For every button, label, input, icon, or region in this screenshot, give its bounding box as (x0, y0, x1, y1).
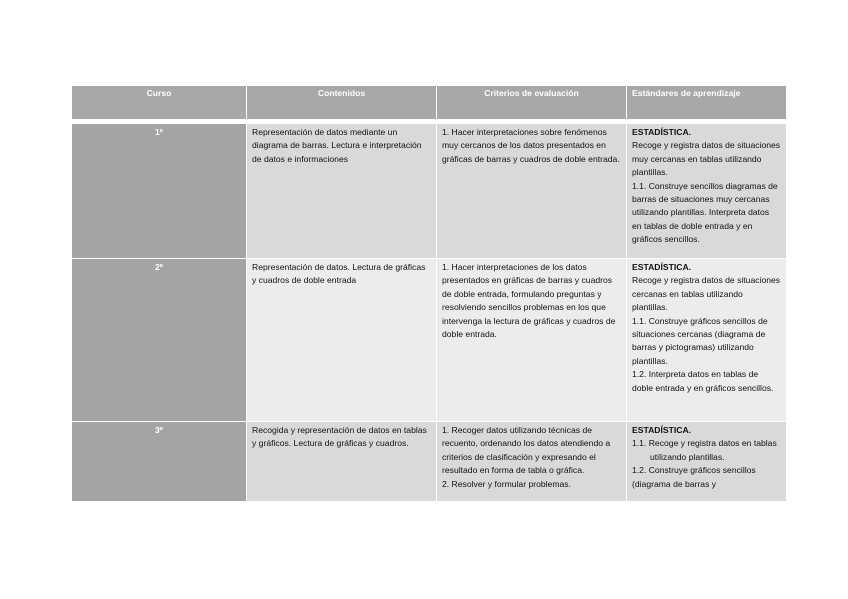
estandar-item: Recoge y registra datos de situaciones muy cercanas en tablas utilizando plantillas. (632, 140, 781, 178)
contenidos-cell: Representación de datos. Lectura de gráficas y cuadros de doble entrada (247, 259, 437, 422)
estandar-item: 1.2. Interpreta datos en tablas de doble entrada y en gráficos sencillos. (632, 369, 774, 393)
estandar-item: 1.1. Construye gráficos sencillos de situaciones cercanas (diagrama de barras y pictogramas) utilizando plantillas. (632, 315, 768, 366)
course-cell: 1º (72, 124, 247, 259)
header-criterios: Criterios de evaluación (437, 86, 627, 120)
estandar-item: Recoge y registra datos de situaciones cercanas en tablas utilizando plantillas. (632, 275, 781, 313)
criterios-cell (437, 422, 627, 502)
estandares-cell (627, 422, 787, 502)
contenidos-cell: Representación de datos mediante un diagrama de barras. Lectura e interpretación de datos e informaciones (247, 124, 437, 259)
contenidos-cell: Recogida y representación de datos en tablas y gráficos. Lectura de gráficas y cuadros. (247, 422, 437, 502)
estandar-item: 1.1. Construye sencillos diagramas de barras de situaciones muy cercanas utilizando plantillas. Interpreta datos en tablas de doble entrada y en gráficos sencillos. (632, 180, 778, 245)
curriculum-table (71, 85, 787, 502)
estandares-cell (627, 124, 787, 259)
estandares-heading: ESTADÍSTICA. (632, 262, 692, 272)
course-cell: 3º (72, 422, 247, 502)
estandar-item: 1.2. Construye gráficos sencillos (diagrama de barras y (632, 465, 756, 489)
course-cell: 2º (72, 259, 247, 422)
estandares-cell (627, 259, 787, 422)
estandares-heading: ESTADÍSTICA. (632, 425, 692, 435)
table-header (72, 86, 787, 120)
table-row (72, 124, 787, 259)
header-contenidos: Contenidos (247, 86, 437, 120)
header-estandares: Estándares de aprendizaje (627, 86, 787, 120)
estandar-item: 1.1. Recoge y registra datos en tablas utilizando plantillas. (632, 438, 777, 462)
criterios-cell: 1. Hacer interpretaciones de los datos presentados en gráficas de barras y cuadros de doble entrada, formulando preguntas y resolviendo sencillos problemas en los que intervenga la lectura de gráficas y cuadros de doble entrada. (437, 259, 627, 422)
criterio-item: 2. Resolver y formular problemas. (442, 478, 571, 489)
criterios-cell: 1. Hacer interpretaciones sobre fenómenos muy cercanos de los datos presentados en gráficas de barras y cuadros de doble entrada. (437, 124, 627, 259)
table-row (72, 422, 787, 502)
table-row (72, 259, 787, 422)
criterio-item: 1. Recoger datos utilizando técnicas de recuento, ordenando los datos atendiendo a criterios de clasificación y expresando el resultado en forma de tabla o gráfica. (442, 425, 611, 476)
header-curso: Curso (72, 86, 247, 120)
estandares-heading: ESTADÍSTICA. (632, 127, 692, 137)
